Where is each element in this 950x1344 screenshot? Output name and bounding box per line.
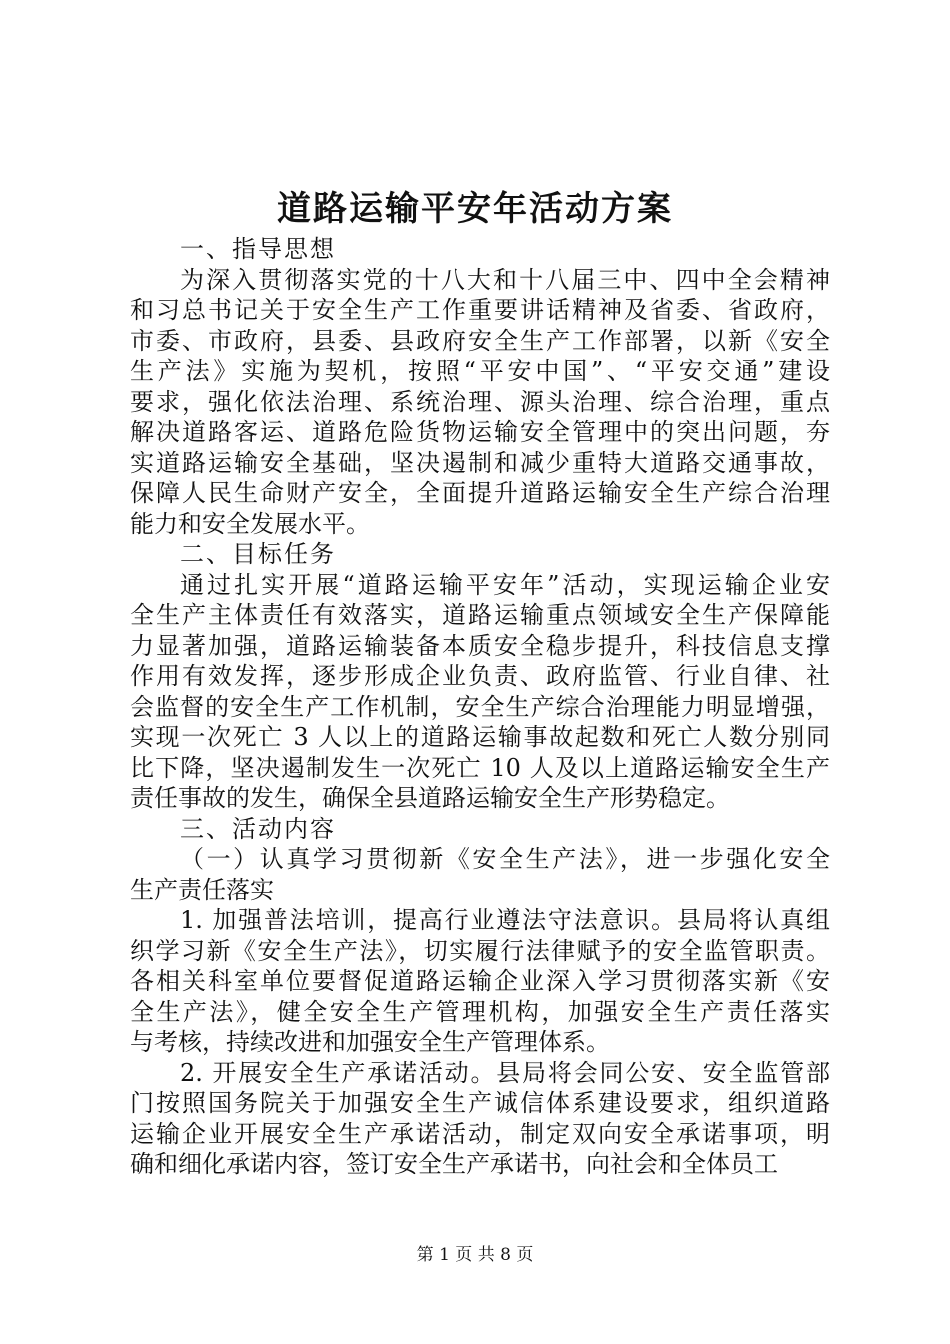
text-line: 与考核，持续改进和加强安全生产管理体系。 bbox=[130, 1028, 610, 1056]
text-line: 力显著加强，道路运输装备本质安全稳步提升，科技信息支撑 bbox=[130, 631, 830, 660]
paragraph bbox=[130, 844, 830, 905]
text-line: 比下降，坚决遏制发生一次死亡 10 人及以上道路运输安全生产 bbox=[130, 753, 830, 782]
text-line: 为深入贯彻落实党的十八大和十八届三中、四中全会精神 bbox=[180, 265, 830, 294]
text-line: 全生产法》，健全安全生产管理机构，加强安全生产责任落实 bbox=[130, 997, 830, 1026]
text-line: 能力和安全发展水平。 bbox=[130, 509, 370, 538]
text-line: 通过扎实开展“道路运输平安年”活动，实现运输企业安 bbox=[180, 570, 830, 599]
page-footer: 第 1 页 共 8 页 bbox=[416, 1245, 534, 1265]
text-line: 保障人民生命财产安全，全面提升道路运输安全生产综合治理 bbox=[130, 479, 830, 507]
section-heading: 一、指导思想 bbox=[180, 235, 336, 263]
text-line: 解决道路客运、道路危险货物运输安全管理中的突出问题，夯 bbox=[130, 418, 830, 446]
text-line: （一）认真学习贯彻新《安全生产法》，进一步强化安全 bbox=[180, 845, 830, 873]
text-line: 全生产主体责任有效落实，道路运输重点领域安全生产保障能 bbox=[130, 601, 830, 629]
paragraph bbox=[130, 265, 830, 540]
text-line: 1. 加强普法培训，提高行业遵法守法意识。县局将认真组 bbox=[180, 906, 830, 934]
document-title: 道路运输平安年活动方案 bbox=[277, 189, 673, 229]
text-line: 生产法》实施为契机，按照“平安中国”、“平安交通”建设 bbox=[130, 357, 830, 385]
text-line: 作用有效发挥，逐步形成企业负责、政府监管、行业自律、社 bbox=[130, 662, 830, 690]
text-line: 2. 开展安全生产承诺活动。县局将会同公安、安全监管部 bbox=[180, 1058, 830, 1087]
text-line: 确和细化承诺内容，签订安全生产承诺书，向社会和全体员工 bbox=[130, 1150, 778, 1178]
text-line: 生产责任落实 bbox=[130, 875, 274, 904]
text-line: 各相关科室单位要督促道路运输企业深入学习贯彻落实新《安 bbox=[130, 967, 830, 995]
text-line: 市委、市政府，县委、县政府安全生产工作部署，以新《安全 bbox=[130, 326, 830, 355]
paragraph bbox=[130, 1058, 830, 1180]
text-line: 会监督的安全生产工作机制，安全生产综合治理能力明显增强， bbox=[130, 692, 830, 721]
section-heading: 三、活动内容 bbox=[180, 814, 336, 843]
paragraph bbox=[130, 570, 830, 814]
section-heading: 二、目标任务 bbox=[180, 540, 336, 568]
text-line: 和习总书记关于安全生产工作重要讲话精神及省委、省政府， bbox=[130, 296, 830, 324]
text-line: 织学习新《安全生产法》，切实履行法律赋予的安全监管职责。 bbox=[130, 936, 830, 965]
text-line: 责任事故的发生，确保全县道路运输安全生产形势稳定。 bbox=[130, 784, 730, 812]
text-line: 门按照国务院关于加强安全生产诚信体系建设要求，组织道路 bbox=[130, 1089, 830, 1117]
text-line: 运输企业开展安全生产承诺活动，制定双向安全承诺事项，明 bbox=[130, 1119, 830, 1148]
text-line: 实道路运输安全基础，坚决遏制和减少重特大道路交通事故， bbox=[130, 448, 830, 477]
document-body bbox=[130, 234, 830, 1180]
paragraph bbox=[130, 905, 830, 1058]
text-line: 实现一次死亡 3 人以上的道路运输事故起数和死亡人数分别同 bbox=[130, 723, 830, 751]
text-line: 要求，强化依法治理、系统治理、源头治理、综合治理，重点 bbox=[130, 387, 830, 416]
